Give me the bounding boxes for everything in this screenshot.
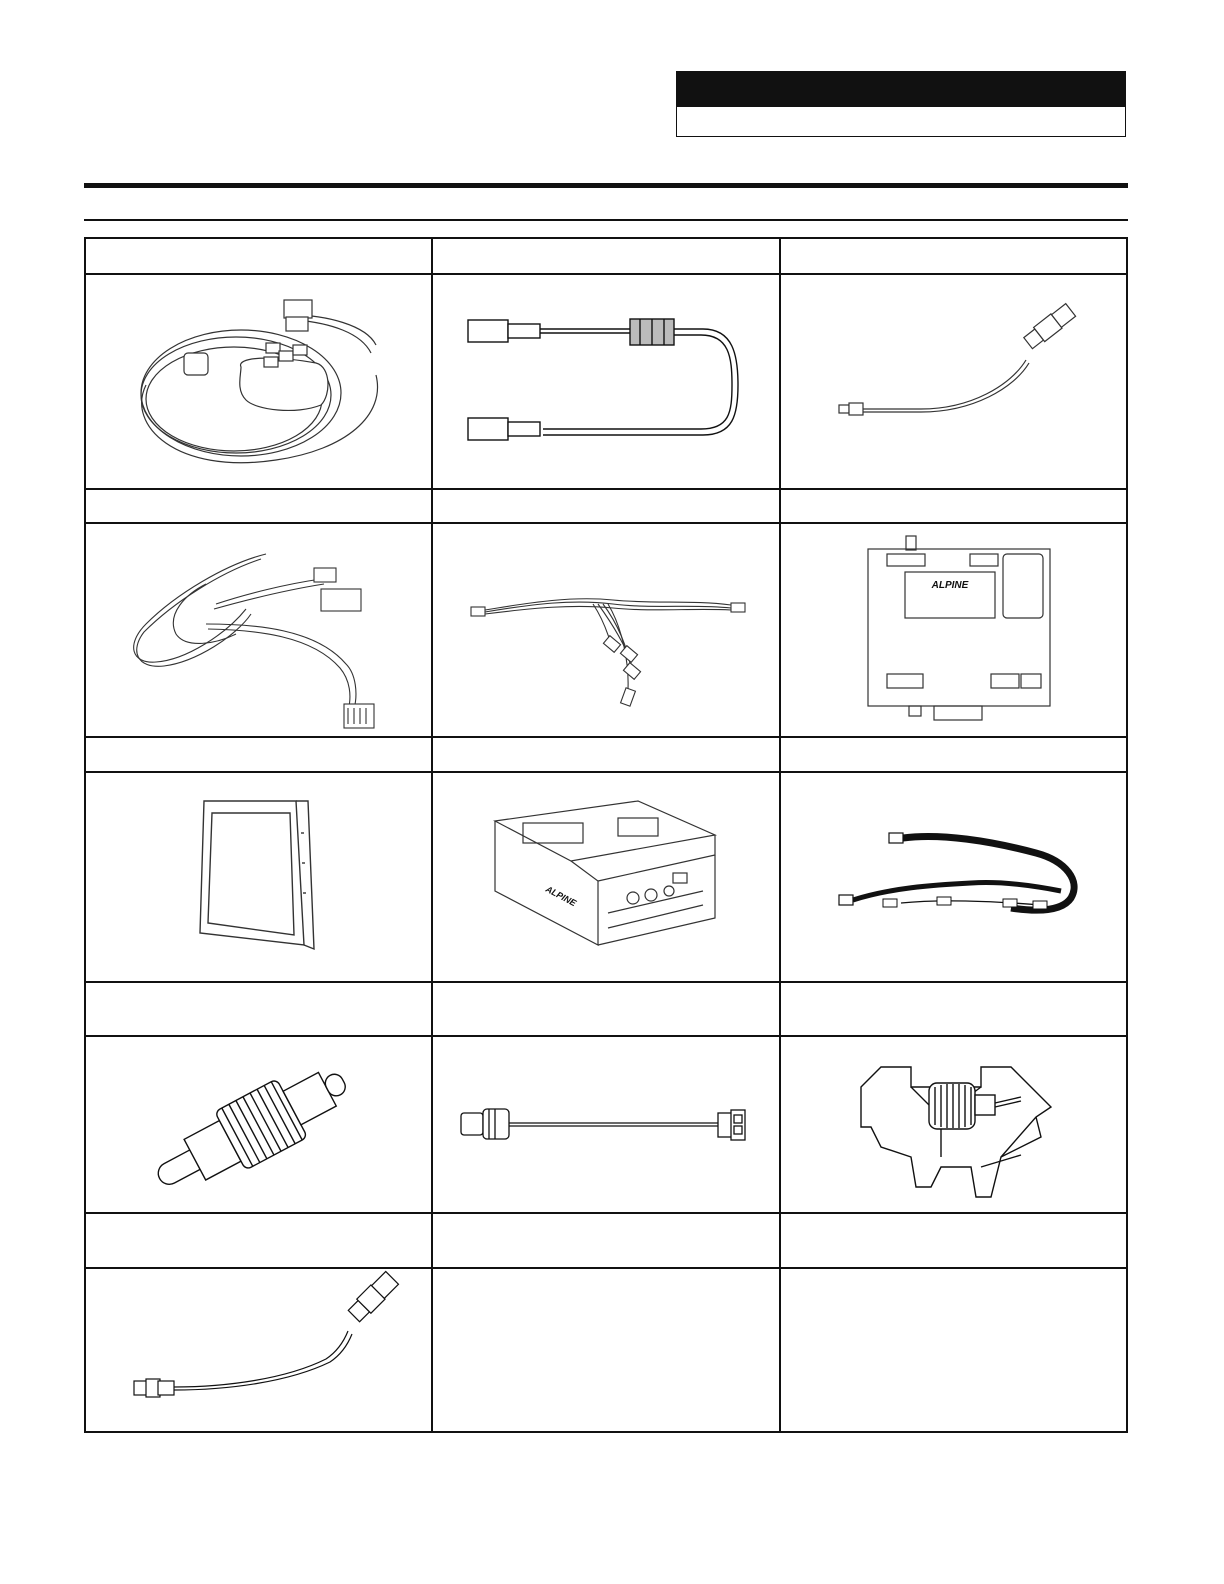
head-unit-chassis-icon [433, 773, 779, 981]
row-divider [86, 736, 1126, 738]
display-monitor-icon [86, 773, 431, 981]
section-rule-thin [84, 219, 1128, 221]
empty-cell [433, 1269, 779, 1433]
brand-logo: ALPINE [544, 883, 578, 909]
shielded-harness-icon [781, 773, 1126, 981]
rca-breakout-harness-icon [433, 524, 779, 736]
brand-logo: ALPINE [931, 580, 969, 591]
section-rule-thick [84, 183, 1128, 188]
mounting-bracket-icon [781, 1037, 1126, 1212]
header-box [676, 71, 1126, 137]
wire-harness-icon [86, 524, 431, 736]
extension-cable-with-ferrite-icon [433, 275, 779, 488]
empty-cell [781, 1269, 1126, 1433]
row-divider [86, 488, 1126, 490]
gps-antenna-harness-icon [86, 275, 431, 488]
row-divider [86, 981, 1126, 983]
adapter-lead-icon [433, 1037, 779, 1212]
usb-extension-icon [86, 1269, 431, 1433]
interface-module-icon [781, 524, 1126, 736]
rca-adapter-icon [86, 1037, 431, 1212]
parts-table [84, 237, 1128, 1433]
row-divider [86, 1212, 1126, 1214]
usb-cable-icon [781, 275, 1126, 488]
header-title-bar [677, 72, 1125, 107]
